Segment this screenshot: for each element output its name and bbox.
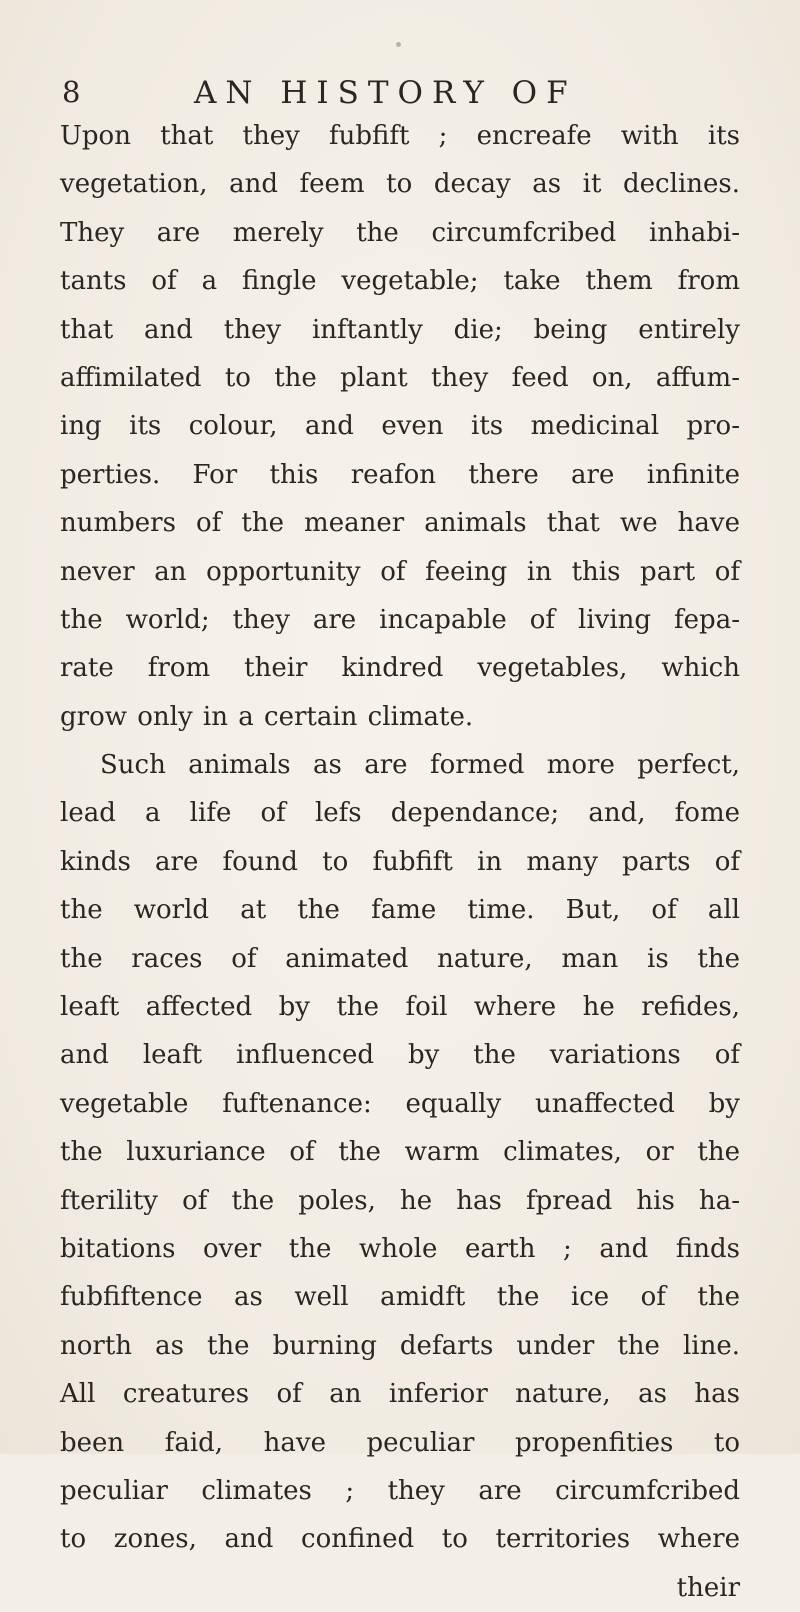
text-line: the world at the fame time. But, of all xyxy=(60,895,740,926)
text-line: the world; they are incapable of living fepa- xyxy=(60,604,740,635)
text-line: that and they inftantly die; being entirely xyxy=(60,314,740,345)
page-number: 8 xyxy=(62,75,82,109)
text-line: kinds are found to fubfift in many parts of xyxy=(60,846,740,877)
text-line: been faid, have peculiar propenfities to xyxy=(60,1427,740,1458)
text-line: tants of a fingle vegetable; take them from xyxy=(60,266,740,297)
body-text xyxy=(60,112,740,1612)
page-header xyxy=(62,75,742,115)
text-line: bitations over the whole earth ; and finds xyxy=(60,1233,740,1264)
text-line: the luxuriance of the warm climates, or the xyxy=(60,1137,740,1168)
text-line: rate from their kindred vegetables, which xyxy=(60,653,740,684)
text-line: north as the burning defarts under the line. xyxy=(60,1330,740,1361)
ink-speck xyxy=(396,42,401,47)
text-line: grow only in a certain climate. xyxy=(60,701,474,732)
text-line: vegetation, and feem to decay as it declines. xyxy=(60,169,740,200)
running-head: AN HISTORY OF xyxy=(194,75,577,111)
text-line: vegetable fuftenance: equally unaffected by xyxy=(60,1088,740,1119)
text-line: fubfiftence as well amidft the ice of the xyxy=(60,1282,740,1313)
catchword: their xyxy=(676,1572,740,1603)
text-line: leaft affected by the foil where he refides, xyxy=(60,992,740,1023)
text-line: Upon that they fubfift ; encreafe with its xyxy=(60,121,740,151)
text-line: All creatures of an inferior nature, as has xyxy=(60,1379,740,1410)
text-line: peculiar climates ; they are circumfcribed xyxy=(60,1475,740,1506)
text-line: lead a life of lefs dependance; and, fome xyxy=(60,798,740,829)
text-line: the races of animated nature, man is the xyxy=(60,943,740,974)
text-line: perties. For this reafon there are infinite xyxy=(60,459,740,490)
text-line: and leaft influenced by the variations of xyxy=(60,1040,740,1071)
text-line: Such animals as are formed more perfect, xyxy=(100,750,740,781)
text-line: fterility of the poles, he has fpread his ha- xyxy=(60,1185,740,1216)
text-line: to zones, and confined to territories where xyxy=(60,1524,740,1555)
text-line: numbers of the meaner animals that we have xyxy=(60,508,740,539)
text-line: ing its colour, and even its medicinal pro- xyxy=(60,411,740,442)
text-line: They are merely the circumfcribed inhabi- xyxy=(60,217,740,248)
text-line: affimilated to the plant they feed on, affum- xyxy=(60,362,740,393)
text-line: never an opportunity of feeing in this part of xyxy=(60,556,740,587)
